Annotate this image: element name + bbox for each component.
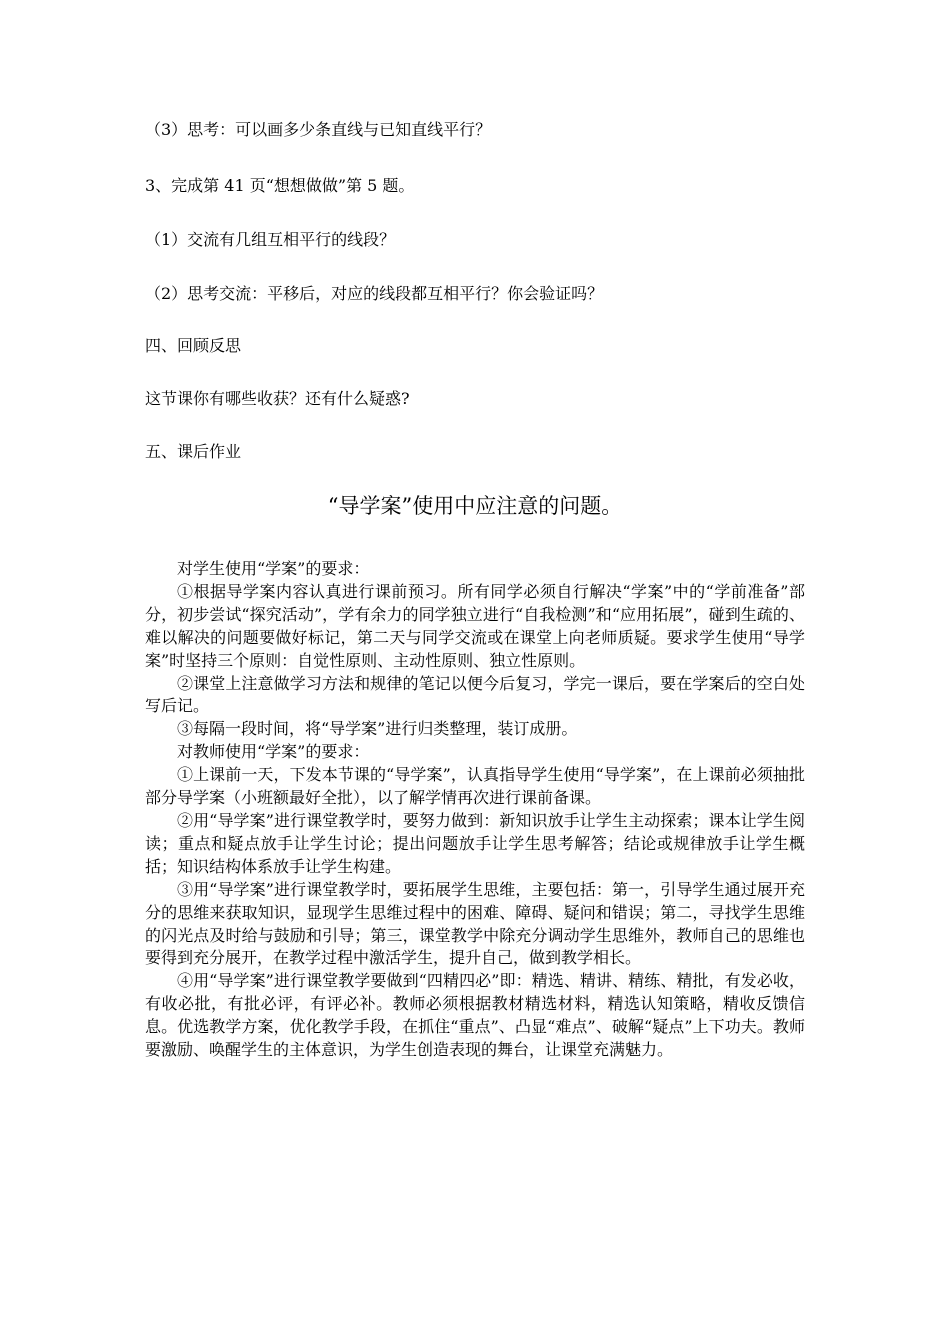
paragraph: 对教师使用“学案”的要求： <box>177 742 370 762</box>
paragraph: 对学生使用“学案”的要求： <box>177 559 370 578</box>
paragraph: ③每隔一段时间，将“导学案”进行归类整理，装订成册。 <box>177 719 578 739</box>
question-line: （1）交流有几组互相平行的线段？ <box>145 230 396 249</box>
reflection-line: 这节课你有哪些收获？还有什么疑惑? <box>145 389 410 408</box>
question-line: （2）思考交流：平移后，对应的线段都互相平行？你会验证吗？ <box>145 284 604 303</box>
paragraph: ②用“导学案”进行课堂教学时，要努力做到：新知识放手让学生主动探索；课本让学生阅读；重点和疑点放手让学生讨论；提出问题放手让学生思考解答；结论或规律放手让学生概括；知识结构体系放手让学生构建。 <box>145 810 805 876</box>
paragraph: ①根据导学案内容认真进行课前预习。所有同学必须自行解决“学案”中的“学前准备”部分，初步尝试“探究活动”，学有余力的同学独立进行“自我检测”和“应用拓展”，碰到生疏的、难以解决的问题要做好标记，第二天与同学交流或在课堂上向老师质疑。要求学生使用“导学案”时坚持三个原则：自觉性原则、主动性原则、独立性原则。 <box>145 581 805 670</box>
section-heading: 五、课后作业 <box>145 442 242 461</box>
paragraph: ②课堂上注意做学习方法和规律的笔记以便今后复习，学完一课后，要在学案后的空白处写后记。 <box>145 673 805 716</box>
paragraph: ④用“导学案”进行课堂教学要做到“四精四必”即：精选、精讲、精练、精批，有发必收，有收必批，有批必评，有评必补。教师必须根据教材精选材料，精选认知策略，精收反馈信息。优选教学方案，优化教学手段，在抓住“重点”、凸显“难点”、破解“疑点”上下功夫。教师要激励、唤醒学生的主体意识，为学生创造表现的舞台，让课堂充满魅力。 <box>145 971 805 1060</box>
task-line: 3、完成第 41 页“想想做做”第 5 题。 <box>145 176 415 195</box>
question-line: （3）思考：可以画多少条直线与已知直线平行？ <box>145 120 492 139</box>
article-body <box>145 558 805 1062</box>
section-heading: 四、回顾反思 <box>145 336 242 355</box>
article-title: “导学案”使用中应注意的问题。 <box>327 494 623 518</box>
paragraph: ①上课前一天，下发本节课的“导学案”，认真指导学生使用“导学案”，在上课前必须抽批部分导学案（小班额最好全批），以了解学情再次进行课前备课。 <box>145 765 805 808</box>
paragraph: ③用“导学案”进行课堂教学时，要拓展学生思维，主要包括：第一，引导学生通过展开充分的思维来获取知识，显现学生思维过程中的困难、障碍、疑问和错误；第二，寻找学生思维的闪光点及时给与鼓励和引导；第三，课堂教学中除充分调动学生思维外，教师自己的思维也要得到充分展开，在教学过程中激活学生，提升自己，做到教学相长。 <box>145 879 805 968</box>
